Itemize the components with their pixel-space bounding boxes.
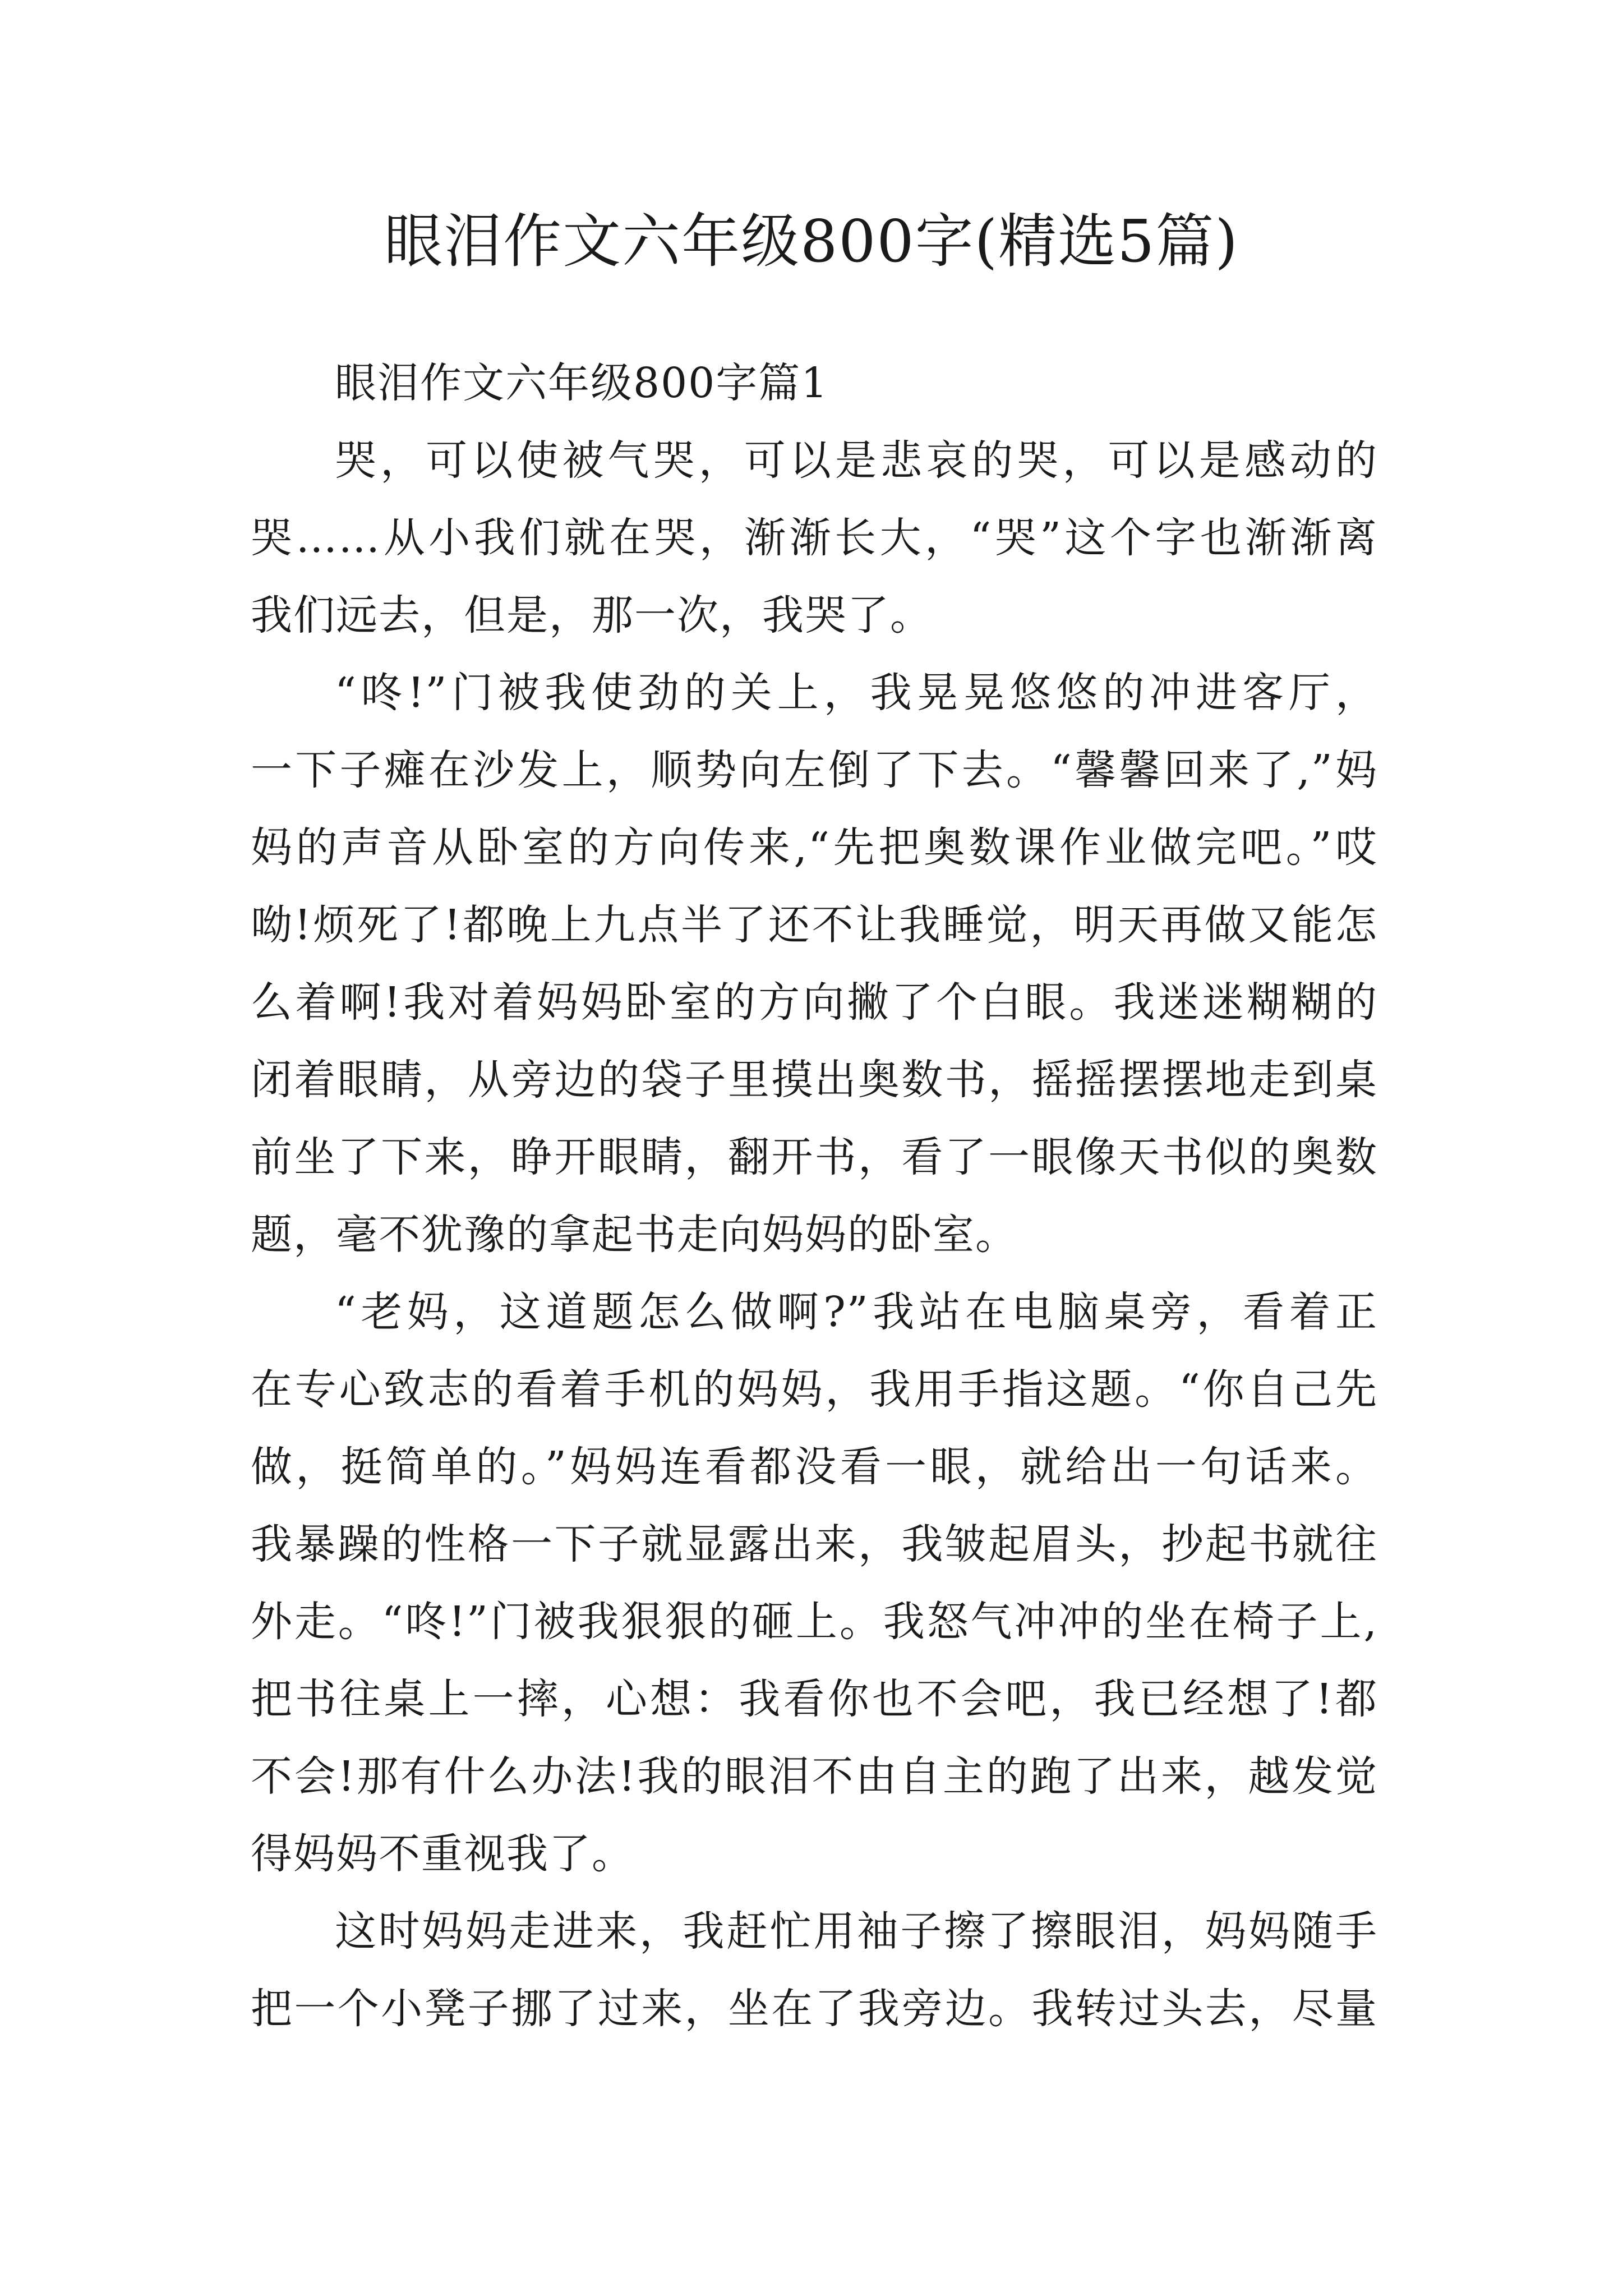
text-line: 我暴躁的性格一下子就显露出来，我皱起眉头，抄起书就往 [251,1520,1378,1568]
text-line: 哭，可以使被气哭，可以是悲哀的哭，可以是感动的 [335,436,1378,485]
text-line: 哭……从小我们就在哭，渐渐长大，“哭”这个字也渐渐离 [251,514,1378,562]
section-heading: 眼泪作文六年级800字篇1 [335,359,829,407]
text-line: 呦!烦死了!都晚上九点半了还不让我睡觉，明天再做又能怎 [251,901,1378,949]
text-line: 妈的声音从卧室的方向传来,“先把奥数课作业做完吧。”哎 [251,823,1378,872]
paragraph-lines [251,422,1378,2047]
text-line: 做，挺简单的。”妈妈连看都没看一眼，就给出一句话来。 [251,1443,1378,1491]
text-line: 么着啊!我对着妈妈卧室的方向撇了个白眼。我迷迷糊糊的 [251,978,1378,1027]
text-line: 把一个小凳子挪了过来，坐在了我旁边。我转过头去，尽量 [251,1985,1378,2033]
text-line: 前坐了下来，睁开眼睛，翻开书，看了一眼像天书似的奥数 [251,1133,1378,1181]
text-line: 得妈妈不重视我了。 [251,1830,634,1878]
text-line: 外走。“咚!”门被我狠狠的砸上。我怒气冲冲的坐在椅子上, [251,1598,1378,1646]
text-line: 题，毫不犹豫的拿起书走向妈妈的卧室。 [251,1211,1018,1259]
text-line: 我们远去，但是，那一次，我哭了。 [251,591,933,639]
text-line: 一下子瘫在沙发上，顺势向左倒了下去。“馨馨回来了,”妈 [251,746,1378,794]
text-line: “老妈，这道题怎么做啊?”我站在电脑桌旁，看着正 [335,1288,1378,1336]
text-line: “咚!”门被我使劲的关上，我晃晃悠悠的冲进客厅， [335,669,1378,717]
text-line: 闭着眼睛，从旁边的袋子里摸出奥数书，摇摇摆摆地走到桌 [251,1056,1378,1104]
text-line: 把书往桌上一摔，心想：我看你也不会吧，我已经想了!都 [251,1675,1378,1723]
document-title: 眼泪作文六年级800字(精选5篇) [384,207,1239,275]
text-line: 在专心致志的看着手机的妈妈，我用手指这题。“你自己先 [251,1365,1378,1414]
document-body [251,344,1378,2047]
text-line: 不会!那有什么办法!我的眼泪不由自主的跑了出来，越发觉 [251,1752,1378,1801]
text-line: 这时妈妈走进来，我赶忙用袖子擦了擦眼泪，妈妈随手 [335,1907,1378,1955]
